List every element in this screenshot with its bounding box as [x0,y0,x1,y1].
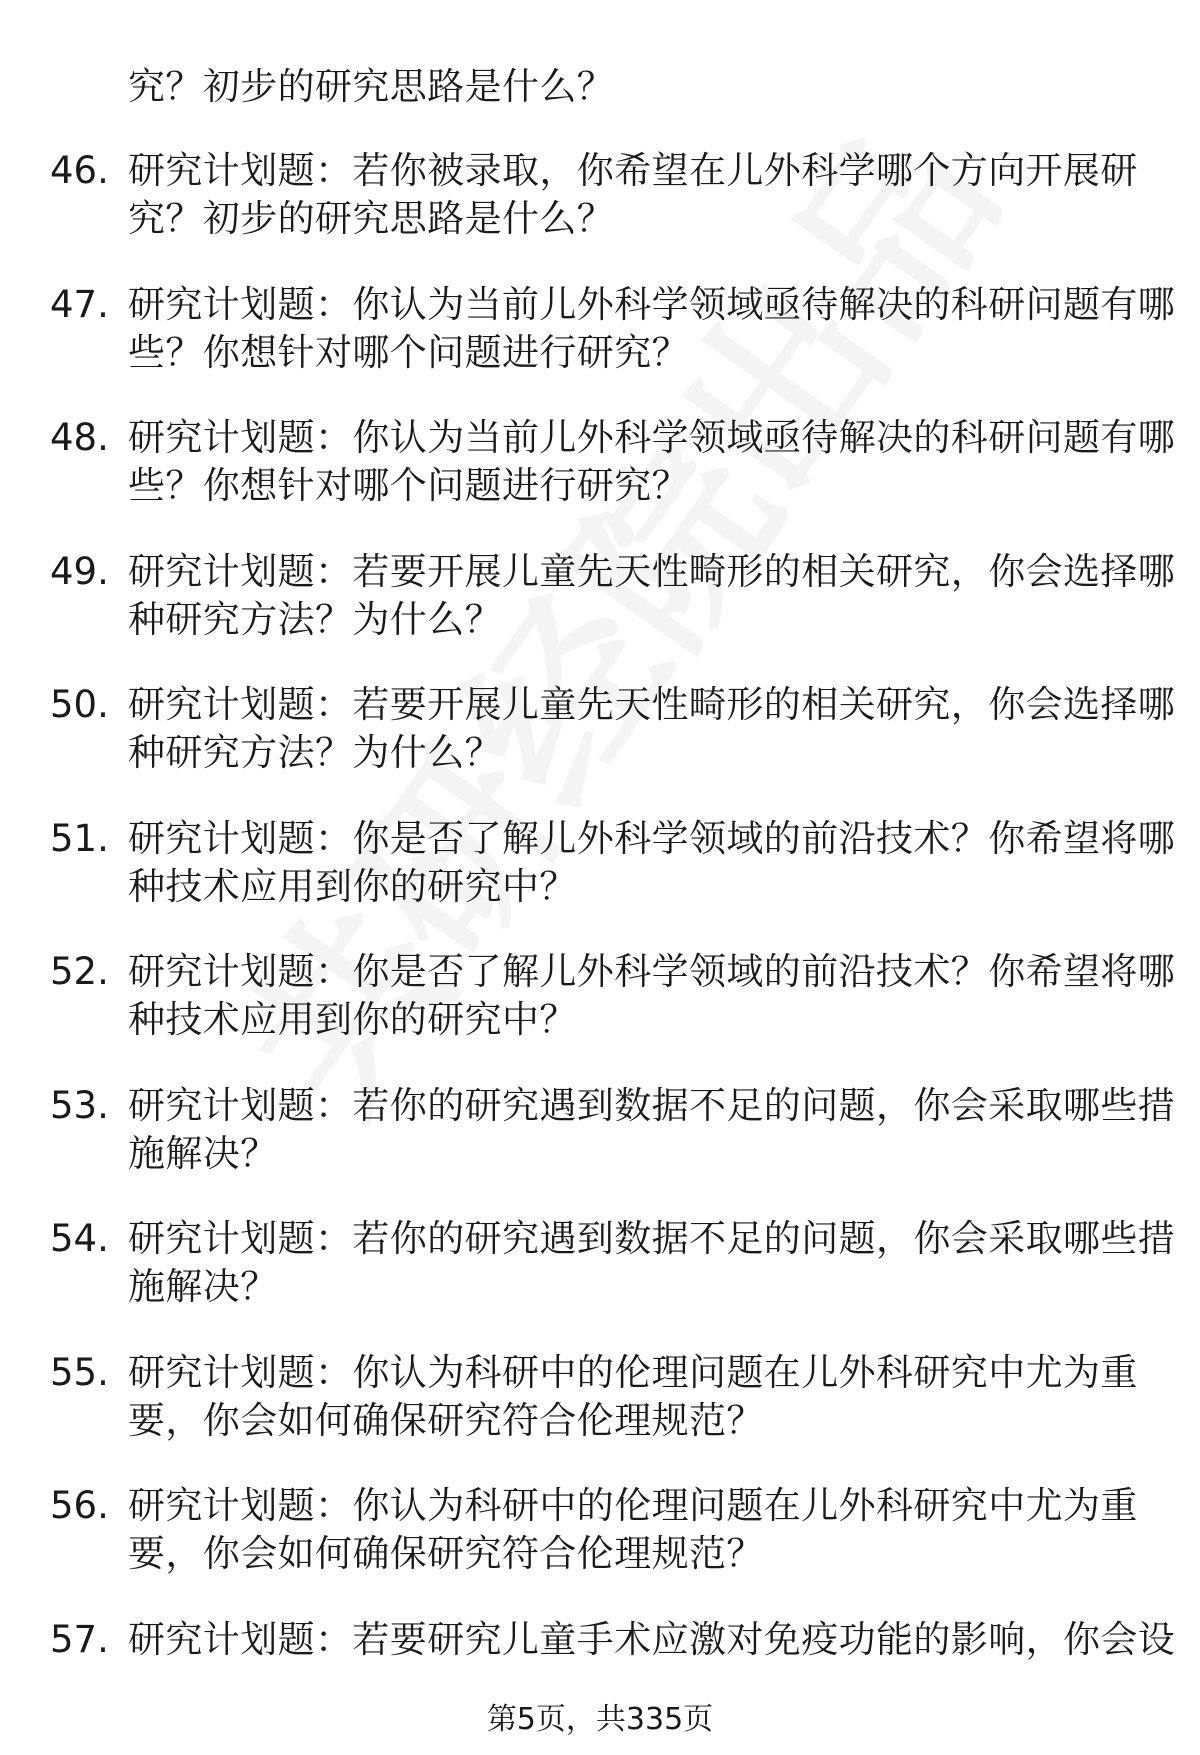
question-item [0,548,1200,682]
page-footer: 第5页，共335页 [486,1702,714,1737]
question-number: 57. [50,1617,109,1661]
question-item [0,147,1200,281]
question-text-line: 种技术应用到你的研究中？ [128,864,577,908]
question-text [128,681,1176,777]
question-text-line: 施解决？ [128,1265,278,1308]
continued-question-text: 究？初步的研究思路是什么？ [128,65,615,108]
question-text-line: 研究计划题：你认为当前儿外科学领域亟待解决的科研问题有哪 [128,416,1176,459]
question-item [0,1482,1200,1616]
question-number: 56. [50,1484,109,1527]
question-number: 48. [50,416,109,459]
question-text-line: 些？你想针对哪个问题进行研究？ [128,330,689,374]
question-text-line: 研究计划题：你认为科研中的伦理问题在儿外科研究中尤为重 [128,1350,1138,1394]
question-number: 49. [50,549,109,593]
question-text-line: 究？初步的研究思路是什么？ [128,197,615,240]
question-number: 53. [50,1083,109,1127]
question-text [128,815,1176,911]
question-text-line: 研究计划题：若要开展儿童先天性畸形的相关研究，你会选择哪 [128,683,1176,726]
question-text-line: 施解决？ [128,1131,278,1175]
question-list [0,147,1200,1749]
question-number: 54. [50,1217,109,1260]
question-number: 46. [50,149,109,192]
question-text [128,1215,1176,1311]
question-text-line: 种研究方法？为什么？ [128,731,502,774]
question-text [128,1349,1148,1445]
question-item [0,1349,1200,1483]
question-item [0,281,1200,415]
question-text-line: 要，你会如何确保研究符合伦理规范？ [128,1532,764,1575]
question-number: 52. [50,950,109,993]
question-item [0,1215,1200,1349]
question-text-line: 些？你想针对哪个问题进行研究？ [128,464,689,507]
question-text [128,548,1176,644]
question-text-line: 研究计划题：你认为科研中的伦理问题在儿外科研究中尤为重 [128,1484,1138,1527]
question-text-line: 种技术应用到你的研究中？ [128,998,577,1041]
question-text-line: 种研究方法？为什么？ [128,597,502,641]
question-text-line: 研究计划题：若要研究儿童手术应激对免疫功能的影响，你会设 [128,1617,1176,1661]
question-text [128,948,1176,1044]
question-number: 55. [50,1350,109,1394]
question-number: 51. [50,816,109,860]
question-text-line: 研究计划题：若要开展儿童先天性畸形的相关研究，你会选择哪 [128,549,1176,593]
question-text [128,1616,1176,1664]
question-item [0,414,1200,548]
question-item [0,815,1200,949]
question-text-line: 研究计划题：你是否了解儿外科学领域的前沿技术？你希望将哪 [128,816,1176,860]
question-item [0,948,1200,1082]
question-text [128,1482,1148,1578]
question-number: 47. [50,282,109,326]
question-text-line: 研究计划题：若你的研究遇到数据不足的问题，你会采取哪些措 [128,1217,1176,1260]
question-item [0,681,1200,815]
question-text [128,281,1176,377]
question-text-line: 研究计划题：你是否了解儿外科学领域的前沿技术？你希望将哪 [128,950,1176,993]
question-text [128,147,1148,243]
question-text-line: 研究计划题：若你的研究遇到数据不足的问题，你会采取哪些措 [128,1083,1176,1127]
question-text [128,1082,1176,1178]
question-text [128,414,1176,510]
question-number: 50. [50,683,109,726]
question-text-line: 研究计划题：你认为当前儿外科学领域亟待解决的科研问题有哪 [128,282,1176,326]
question-text-line: 要，你会如何确保研究符合伦理规范？ [128,1398,764,1442]
question-text-line: 研究计划题：若你被录取，你希望在儿外科学哪个方向开展研 [128,149,1138,192]
question-item [0,1082,1200,1216]
